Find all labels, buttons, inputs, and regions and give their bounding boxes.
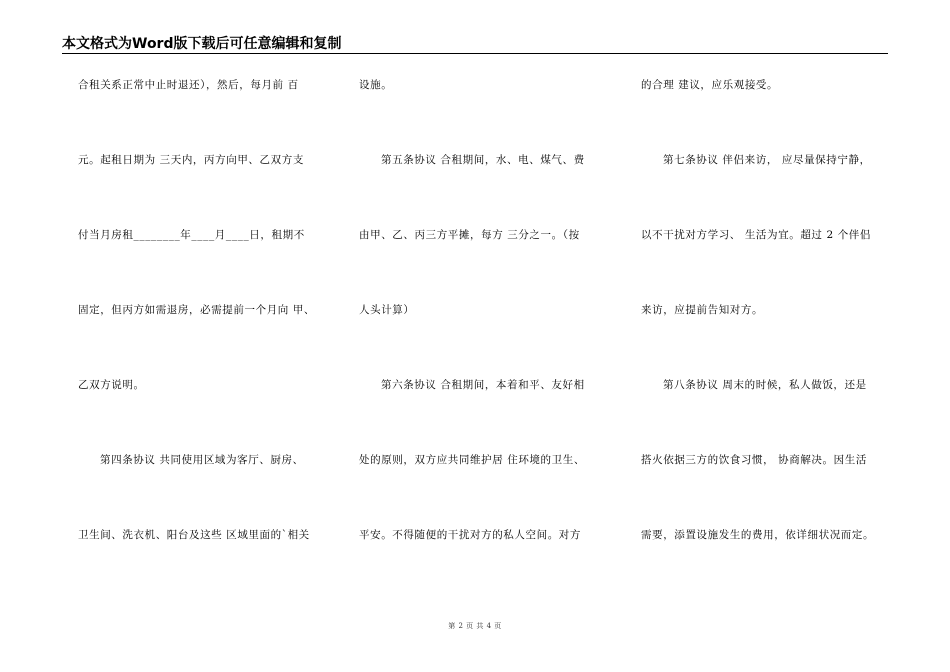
page-number: 第 2 页 共 4 页 [448,622,502,630]
text-line: 第七条协议 伴侣来访， 应尽量保持宁静， [663,154,871,166]
text-line: 来访，应提前告知对方。 [641,304,764,316]
text-line: 卫生间、洗衣机、阳台及这些 区域里面的`相关 [78,529,310,541]
text-line: 设施。 [359,79,393,91]
text-line: 的合理 建议，应乐观接受。 [641,79,779,91]
text-line: 乙双方说明。 [78,379,145,391]
text-column-3 [641,78,893,618]
text-line: 平安。不得随便的干扰对方的私人空间。对方 [359,529,581,541]
text-column-2 [359,78,611,618]
text-line: 以不干扰对方学习、 生活为宜。超过 2 个伴侣 [641,229,871,241]
text-line: 固定，但丙方如需退房，必需提前一个月向 甲、 [78,304,316,316]
text-line: 由甲、乙、丙三方平摊，每方 三分之一。（按 [359,229,580,241]
document-header-title: 本文格式为Word版下载后可任意编辑和复制 [62,36,342,52]
text-line: 第五条协议 合租期间，水、电、煤气、费 [381,154,585,166]
text-line: 第八条协议 周末的时候，私人做饭，还是 [663,379,867,391]
header-divider [62,53,888,54]
text-line: 元。起租日期为 三天内，丙方向甲、乙双方支 [78,154,304,166]
text-line: 人头计算） [359,304,415,316]
text-line: 付当月房租________年____月____日，租期不 [78,229,305,241]
text-line: 需要，添置设施发生的费用，依详细状况而定。 [641,529,875,541]
text-line: 第四条协议 共同使用区域为客厅、厨房、 [100,454,304,466]
text-line: 搭火依据三方的饮食习惯， 协商解决。因生活 [641,454,867,466]
text-line: 处的原则，双方应共同维护居 住环境的卫生、 [359,454,585,466]
text-line: 第六条协议 合租期间，本着和平、友好相 [381,379,585,391]
text-column-1 [78,78,330,618]
text-line: 合租关系正常中止时退还），然后，每月前 百 [78,79,299,91]
